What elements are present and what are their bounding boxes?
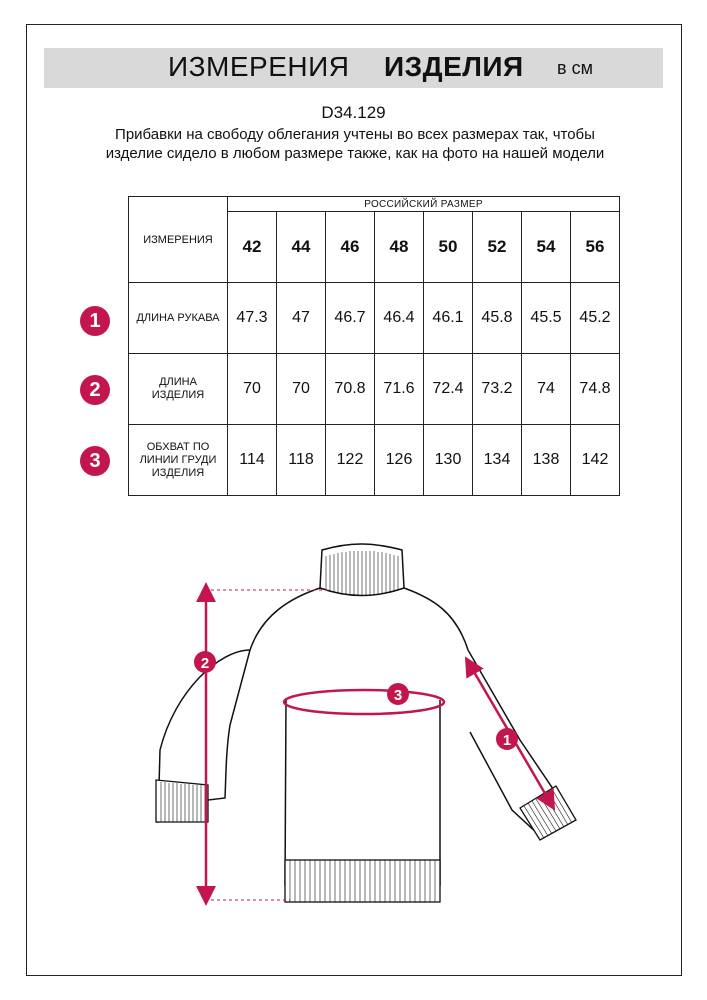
table-cell: 126 — [375, 425, 424, 496]
size-header: 54 — [522, 212, 571, 283]
table-cell: 138 — [522, 425, 571, 496]
table-cell: 74 — [522, 354, 571, 425]
right-cuff — [520, 786, 576, 840]
fit-note: Прибавки на свободу облегания учтены во всех размерах так, чтобы изделие сидело в любом размере также, как на фото на нашей модели — [105, 126, 605, 162]
size-table — [128, 196, 620, 496]
title-part2: ИЗДЕЛИЯ — [384, 51, 524, 82]
table-cell: 70 — [228, 354, 277, 425]
row-marker-3: 3 — [80, 446, 110, 476]
table-cell: 46.7 — [326, 283, 375, 354]
marker-1-label: 1 — [502, 732, 512, 749]
size-header: 56 — [571, 212, 620, 283]
table-cell: 45.8 — [473, 283, 522, 354]
left-cuff — [156, 780, 208, 822]
table-cell: 71.6 — [375, 354, 424, 425]
title-part1: ИЗМЕРЕНИЯ — [168, 51, 350, 82]
table-cell: 46.4 — [375, 283, 424, 354]
size-header: 48 — [375, 212, 424, 283]
table-row — [129, 283, 620, 354]
table-cell: 70.8 — [326, 354, 375, 425]
sweater-diagram — [0, 540, 707, 920]
measure-header: ИЗМЕРЕНИЯ — [129, 197, 228, 283]
table-cell: 70 — [277, 354, 326, 425]
row-label: ДЛИНА ИЗДЕЛИЯ — [129, 354, 228, 425]
table-row — [129, 425, 620, 496]
table-cell: 47 — [277, 283, 326, 354]
table-cell: 45.5 — [522, 283, 571, 354]
table-cell: 45.2 — [571, 283, 620, 354]
table-cell: 72.4 — [424, 354, 473, 425]
product-code: D34.129 — [321, 103, 386, 122]
marker-3-label: 3 — [393, 687, 403, 704]
marker-3 — [387, 683, 409, 705]
table-cell: 122 — [326, 425, 375, 496]
size-header: 44 — [277, 212, 326, 283]
table-cell: 134 — [473, 425, 522, 496]
table-cell: 130 — [424, 425, 473, 496]
size-header: 46 — [326, 212, 375, 283]
row-label: ОБХВАТ ПО ЛИНИИ ГРУДИ ИЗДЕЛИЯ — [129, 425, 228, 496]
marker-2 — [194, 651, 216, 673]
size-group-header: РОССИЙСКИЙ РАЗМЕР — [228, 197, 620, 212]
size-header: 52 — [473, 212, 522, 283]
table-cell: 74.8 — [571, 354, 620, 425]
row-label: ДЛИНА РУКАВА — [129, 283, 228, 354]
marker-1 — [496, 728, 518, 750]
table-header-row — [129, 197, 620, 212]
row-marker-1: 1 — [80, 306, 110, 336]
table-cell: 142 — [571, 425, 620, 496]
row-marker-2: 2 — [80, 375, 110, 405]
table-cell: 118 — [277, 425, 326, 496]
size-header: 42 — [228, 212, 277, 283]
chest-ellipse — [284, 690, 444, 714]
size-header: 50 — [424, 212, 473, 283]
table-cell: 47.3 — [228, 283, 277, 354]
hem-ribbing — [285, 860, 440, 902]
table-row — [129, 354, 620, 425]
table-cell: 114 — [228, 425, 277, 496]
table-cell: 73.2 — [473, 354, 522, 425]
marker-2-label: 2 — [200, 655, 210, 672]
table-cell: 46.1 — [424, 283, 473, 354]
units-label: в см — [557, 58, 593, 78]
